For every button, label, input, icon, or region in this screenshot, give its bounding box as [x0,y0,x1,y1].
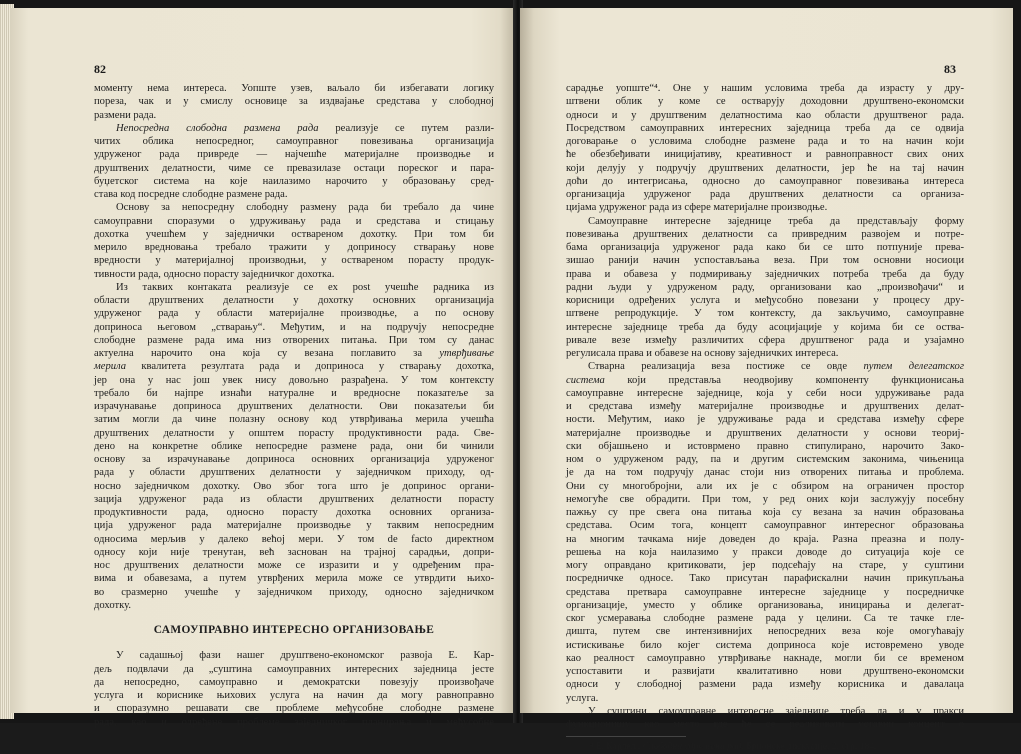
text-line: договарање о условима слободне размене рада и то на начин који [566,136,964,147]
text-line: материјалне производње и друштвених делатности у основи теориј- [566,427,964,439]
footnote-marker: ⁴ [590,741,594,753]
text-line: продуктивности рада, односно порасту дохотка основних организа- [94,507,494,518]
text-line: средстава претвара самоуправне интересне заједнице у посредничке [566,586,964,598]
text-line: односу који није тренутан, већ заснован на трајној сарадњи, допри- [94,546,494,558]
text-line: као реалност самоуправно утврђивање накнаде, могли би се временом [566,652,964,664]
text-line: ски објашњено и истоврмено правно стипулирано, нарочито Зако- [566,440,964,452]
italic-run: система [566,374,605,386]
text-line: става код посредне слободне размене рада. [94,189,288,200]
text-line: дишта, путем све интензивнијих непосредних веза које омогућавају [566,626,964,638]
text-line: основу за израчунавање доприноса основних организација удруженог [94,454,494,465]
text-line: услуга. [566,692,599,704]
text-line: штвени облик у коме се остварују доходовни друштвено-економски [566,96,964,108]
text-line: који делују у подручју друштвених делатности, јер ће на тај начин [566,162,964,174]
text-line: могу оправдано критиковати, јер подсећају на старе, у суштини [566,560,964,571]
text-line: израчунавање доприноса друштвених делатности. Ови показатељи би [94,401,494,412]
text-line: штвене репродукције. У том контексту, да закључимо, самоуправне [566,308,964,320]
text-line: односи у слободној размени рада између корисника и давалаца [566,679,964,691]
text-line: јер она у нас још увек нису довољно разрађена. У том контексту [94,374,494,386]
text-line: радни људи у удруженом раду, организовани као „произвођачи“ и [566,281,964,293]
text-run: квалитета резултата рада и доприноса у стварању дохотка, [126,361,494,373]
text-line: затим могли да чине полазну основу код утврђивања мерила учешћа [94,414,494,426]
section-gap [94,637,494,649]
text-line: Из таквих контаката реализује се ex post учешће радника из [116,281,494,293]
text-line: и споразумно решавати све проблеме међусобне слободне размене [94,703,494,715]
text-line: корисници одређених услуга и међусобно повезани у процесу дру- [566,295,964,306]
text-line: дохотку. [94,599,131,611]
text-line: рада у области друштвених делатности у заједничком приходу, од- [94,467,494,479]
left-page-body [94,82,494,729]
text-line: носно заједничком дохотку. Ово због тога што је допринос органи- [94,480,494,492]
text-line: Они су многобројни, али их је с обзиром на ограничен простор [566,480,964,492]
text-line: вредности у материјалној производњи, у оствареном порасту продук- [94,255,494,267]
text-line: права и обавеза у подмиривању заједничких потреба треба да буду [566,268,964,280]
text-line: и средстава између материјалне производње и друштвених делат- [566,401,964,412]
text-line: цијама удруженог рада из сфере материјалне производње. [566,202,828,214]
italic-run: путем делегатског [863,361,964,373]
text-line: бама организација удруженог рада како би се што потпуније прева- [566,242,964,253]
text-line [94,122,494,135]
text-line: на многим тачкама није доведен до краја. Разна преазна и полу- [566,533,964,545]
text-line: вима и обавезама, а путем утврђених мерила може се утврдити њихо- [94,573,494,585]
text-line: посредничке односе. Тако присутан парафискални начин прикупљања [566,573,964,585]
text-line: Самоуправне интересне заједнице треба да представљају форму [588,215,964,227]
text-line: У суштини самоуправне интересне заједнице треба да и у пракси [588,705,964,717]
text-line: Посредством самоуправних интересних заједница треба да се одвија [566,122,964,134]
italic-run: утврђивање [439,348,494,359]
text-line: да непосредно, самоуправно и демократски повезују произвођаче [94,676,494,688]
italic-run: мерила [94,361,127,373]
section-gap [94,612,494,624]
left-page [10,8,516,728]
text-line: регулисала права и обавезе на основу заједничких интереса. [566,348,839,359]
text-line: зишао ранији начин успостављања веза. При том основни носиоци [566,255,964,267]
text-line [566,374,964,387]
text-line: удруженог рада привреде — најчешће материјалне производње и [94,149,494,161]
text-line: Основу за непосредну слободну размену рада би требало да чине [116,202,494,214]
text-line: успоставити и развијати квалитативно нови друштвено-економски [566,666,964,677]
text-line: области друштвених делатности у дохотку основних организација [94,295,494,306]
text-line: пажњу су пре свега она питања која су везана за начин образовања [566,507,964,518]
text-line: ности. Међутим, иако је удруживање рада и средстава између сфере [566,414,964,426]
text-run: који представља неодвојиву компоненту функционисања [604,374,964,386]
text-line: решења на која наилазимо у пракси доводе до ситуација које се [566,546,964,558]
text-line: функционишу као место где ће се реализовати уставни концепт о [566,719,964,730]
text-line: ће обезбеђивати иницијативу, креативност и равноправност свих оних [566,149,964,161]
text-line: пореза, чак и у смислу основице за издвајање средстава у слободној [94,96,494,108]
text-line [94,347,494,360]
text-line: дељ подвлачи да „суштина самоуправних интересних заједница јесте [94,663,494,675]
page-number-right: 83 [944,62,956,76]
text-line: доћи до интегрисања, односно до самоуправног повезивања интереса [566,175,964,187]
text-line: друштвених делатности у општем порасту продуктивности рада. Све- [94,427,494,439]
text-line: во сразмерно учешће у заједничком приходу, односно заједничком [94,586,494,598]
footnote-source: , Брионске дискусије, 2, стр. 184. [741,741,877,753]
text-line: У садашњој фази нашег друштвено-економског развоја Е. Кар- [116,650,494,662]
text-line: размени рада. [94,109,157,121]
text-line: удруженог рада у области материјалне производње, а по основу [94,308,494,320]
text-line: буџетског система на које наилазимо нарочито у образовању сред- [94,175,494,187]
text-line: рада, као и одређене проблеме заједничког планирања и међусобне [94,716,494,728]
text-line: услуга и кориснике њихових услуга на начин да могу равноправно [94,690,494,701]
text-line: је да на том подручју данас стоји низ отворених питања и проблема. [566,467,964,479]
right-page [520,8,1013,753]
text-line: дохотка учешћем у заједнички оствареном дохотку. При том би [94,228,494,240]
text-line: требало би најпре изнаћи натуралне и вредносне показатеље за [94,387,494,399]
text-line: односима мерљив у далеко већој мери. У том de facto директном [94,533,494,545]
footnote-rule [566,736,686,737]
text-line: самоуправне интересне заједнице, која у себи носи удруживање рада [566,387,964,399]
text-line: ривале везе између различитих сфера друштвеног рада и узајамно [566,334,964,346]
italic-run: Непосредна слободна размена рада [116,122,319,134]
text-line: односи и у друштвеним делатностима као области друштвеног рада. [566,109,964,121]
text-line: ског усмеравања слободне размене рада у целини. Са те тачке гле- [566,613,964,624]
text-line: повезивања друштвених делатности са привредним развојем и потре- [566,228,964,240]
text-run: реализује се путем разли- [318,122,494,134]
text-line: организација удруженог рада друштвених делатности са организа- [566,189,964,200]
text-run: актуелна нарочито она која су везана поглавито за [94,348,440,359]
text-line: мерило вредновања требало тражити у доприносу стварању нове [94,242,494,253]
text-line [94,360,494,373]
text-line: истискивање било којег система доприноса које истовремено уводе [566,639,964,651]
text-line: ном о удруженом раду, па и другим системским законима, чињеница [566,454,964,465]
section-heading: САМОУПРАВНО ИНТЕРЕСНО ОРГАНИЗОВАЊЕ [153,624,435,636]
text-line: зација удруженог рада из области друштвених делатности порасту [94,493,494,505]
text-line: средстава. Осим тога, концепт самоуправног интересног образовања [566,520,964,532]
page-number-left: 82 [94,62,106,76]
text-line: дено на конкретне облике непосредне размене рада, они би чинили [94,440,494,452]
text-line: тивности рада, односно порасту заједничког дохотка. [94,268,335,280]
text-line: слободне размене рада има низ отворених питања. При том су данас [94,334,494,346]
text-line: читих облика непосредног, самоуправног повезивања организација [94,136,494,147]
text-line [566,360,964,373]
text-line: интересне заједнице треба да буду асоцијације у којима би се оства- [566,321,964,333]
text-line: сарадње уопште“⁴. Оне у нашим условима треба да израсту у дру- [566,83,964,94]
text-line: друштвених делатности, чиме се превазилазе остаци пореског и пара- [94,162,494,174]
text-run: Стварна реализација веза постиже се овде [588,361,864,373]
text-line: самоуправни споразуми о удруживању рада и средстава и стицању [94,215,494,227]
footnote [566,740,964,753]
footnote-title: Слободни удружени рад [642,741,742,753]
text-line: моменту нема интереса. Уопште узев, ваљало би избегавати логику [94,83,494,94]
text-line: доприноса његовом „стварању“. Међутим, и на подручју непосредне [94,321,494,333]
text-line: организације, уместо у облике организовања, иницирања и делегат- [566,599,964,611]
right-page-body [566,82,964,754]
text-line: ција удруженог рада материјалне производње у таквим непосредним [94,520,494,532]
footnote-text: Е. Кардељ: [593,741,643,753]
text-line: нос друштвених делатности може се изразити и у одређеним пра- [94,560,494,571]
text-line: немогуће све обрадити. При том, у ред оних који заслужују посебну [566,493,964,505]
